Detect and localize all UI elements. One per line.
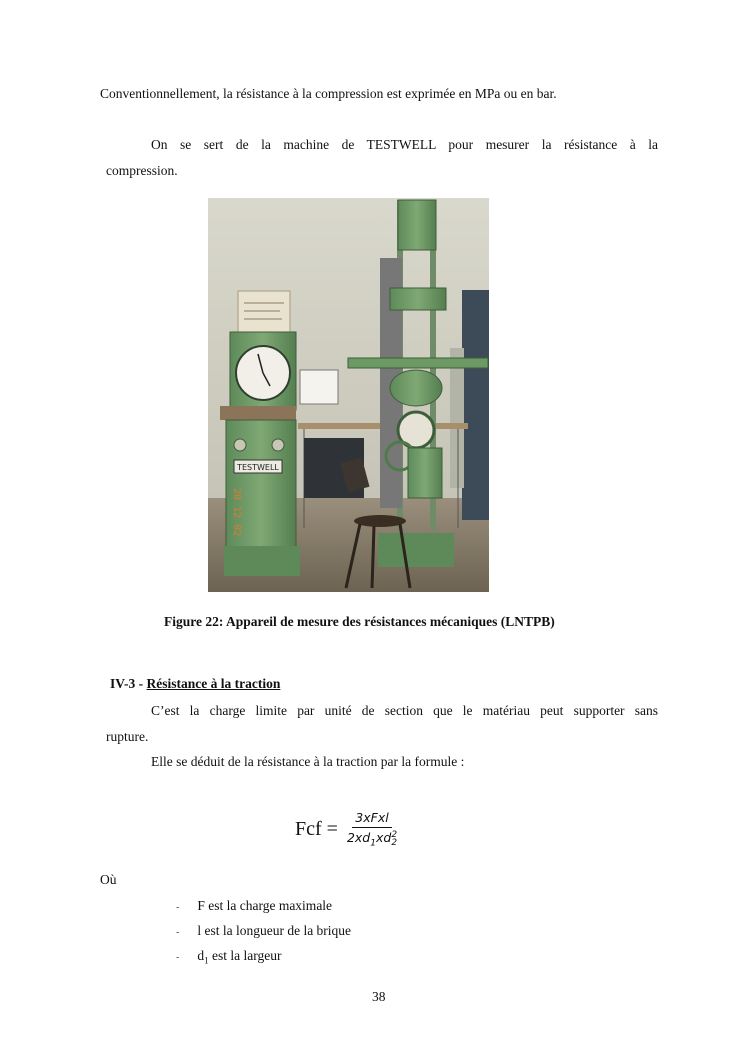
section-paragraph-line1: C’est la charge limite par unité de section que le matériau peut supporter sans xyxy=(151,703,658,718)
paragraph-testwell-line1: On se sert de la machine de TESTWELL pour mesurer la résistance à la xyxy=(151,137,658,152)
machine-label: TESTWELL xyxy=(237,463,279,472)
section-paragraph-formula-intro: Elle se déduit de la résistance à la traction par la formule : xyxy=(151,754,465,769)
formula xyxy=(295,810,400,849)
paragraph-testwell-line2: compression. xyxy=(106,163,178,178)
figure-caption: Figure 22: Appareil de mesure des résistances mécaniques (LNTPB) xyxy=(164,614,555,629)
formula-numerator: 3xFxl xyxy=(352,810,391,828)
bullet-item: - F est la charge maximale xyxy=(176,898,333,913)
section-title: Résistance à la traction xyxy=(146,676,281,691)
paragraph-compression-unit: Conventionnellement, la résistance à la compression est exprimée en MPa ou en bar. xyxy=(100,86,557,101)
formula-denominator: $2xd_1xd$ 2 2 xyxy=(346,829,398,849)
bullet-item: - l est la longueur de la brique xyxy=(176,923,352,938)
formula-lhs: Fcf = xyxy=(295,817,338,840)
date-stamp: 20 12 02 xyxy=(231,488,242,537)
section-number: IV-3 - xyxy=(110,676,147,691)
section-paragraph-line2: rupture. xyxy=(106,729,149,744)
where-label: Où xyxy=(100,872,117,887)
page-number: 38 xyxy=(372,989,386,1004)
testwell-machine-photo xyxy=(208,198,489,592)
bullet-item: - $d_1$ est la largeur xyxy=(176,948,282,966)
formula-fraction xyxy=(344,810,400,849)
section-heading xyxy=(110,676,280,692)
